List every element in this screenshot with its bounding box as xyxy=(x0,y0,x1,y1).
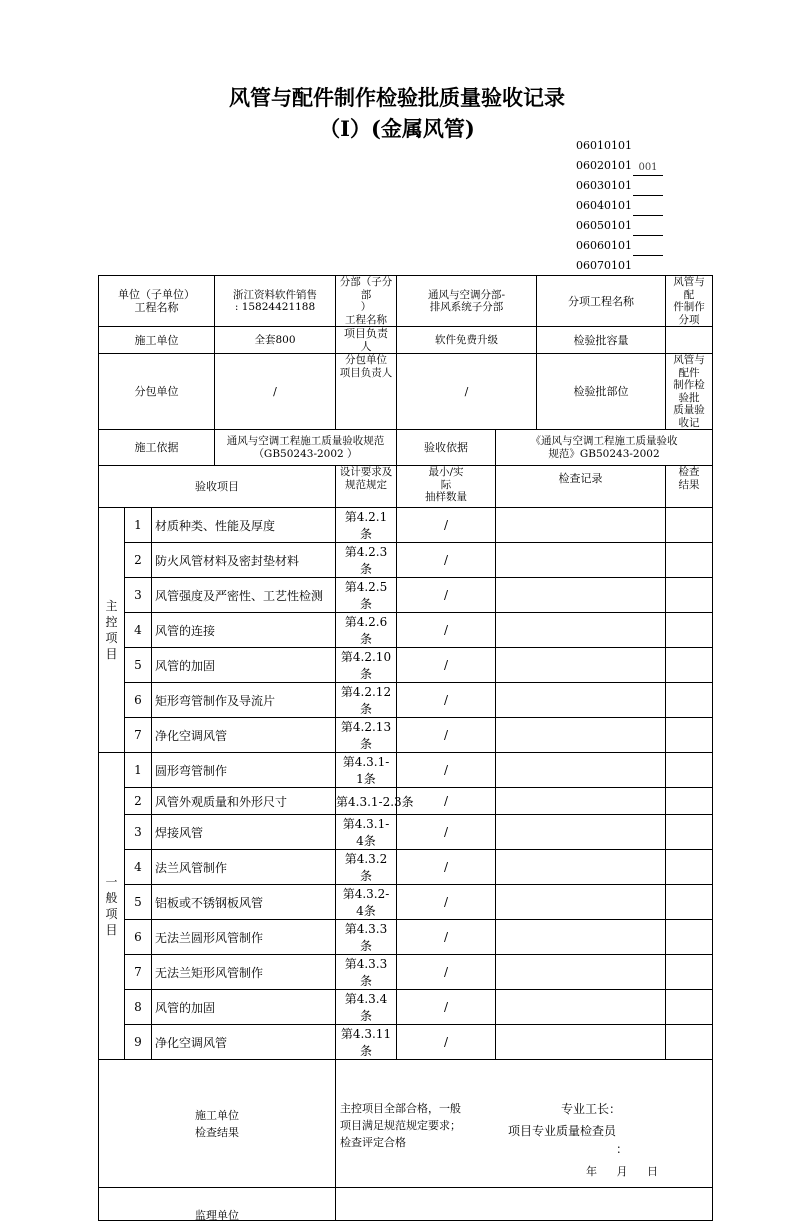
item-record[interactable] xyxy=(496,543,666,578)
supervision-cell xyxy=(336,1188,713,1221)
contractor-value: 全套800 xyxy=(215,327,336,354)
item-spec: 第4.3.4条 xyxy=(336,990,397,1025)
item-result[interactable] xyxy=(666,815,713,850)
document-subtitle: （Ⅰ）(金属风管) xyxy=(319,116,475,141)
item-spec: 第4.2.13条 xyxy=(336,718,397,753)
item-name: 矩形弯管制作及导流片 xyxy=(152,683,336,718)
item-number: 2 xyxy=(125,788,152,815)
capacity-value xyxy=(666,327,713,354)
code-row xyxy=(576,256,663,276)
code-blank xyxy=(633,241,663,256)
item-number: 3 xyxy=(125,578,152,613)
item-result[interactable] xyxy=(666,718,713,753)
code-number: 06030101 xyxy=(576,179,632,192)
item-name: 净化空调风管 xyxy=(152,718,336,753)
item-result[interactable] xyxy=(666,578,713,613)
contractor-conclusion: 主控项目全部合格，一般 项目满足规范规定要求； 检查评定合格 xyxy=(340,1102,461,1149)
item-result[interactable] xyxy=(666,683,713,718)
item-name: 圆形弯管制作 xyxy=(152,753,336,788)
item-sample: / xyxy=(397,753,496,788)
item-result[interactable] xyxy=(666,508,713,543)
item-sample: / xyxy=(397,788,496,815)
item-record[interactable] xyxy=(496,578,666,613)
contractor-check-label: 施工单位 检查结果 xyxy=(99,1060,336,1188)
item-sample: / xyxy=(397,508,496,543)
item-result[interactable] xyxy=(666,648,713,683)
code-blank xyxy=(633,221,663,236)
code-row xyxy=(576,136,663,156)
code-list xyxy=(576,136,663,276)
acceptance-basis-label: 验收依据 xyxy=(397,430,496,466)
item-name: 焊接风管 xyxy=(152,815,336,850)
subcontractor-label: 分包单位 xyxy=(99,354,215,430)
code-number: 06070101 xyxy=(576,259,632,272)
item-spec: 第4.3.2-4条 xyxy=(336,885,397,920)
item-name: 风管外观质量和外形尺寸 xyxy=(152,788,336,815)
unit-value: 浙江资料软件销售 : 15824421188 xyxy=(215,276,336,327)
item-spec: 第4.3.1-1条 xyxy=(336,753,397,788)
item-number: 6 xyxy=(125,683,152,718)
item-result[interactable] xyxy=(666,788,713,815)
item-name: 风管的加固 xyxy=(152,648,336,683)
item-sample: / xyxy=(397,1025,496,1060)
item-name: 风管的连接 xyxy=(152,613,336,648)
acceptance-basis-value: 《通风与空调工程施工质量验收 规范》GB50243-2002 xyxy=(496,430,713,466)
code-row xyxy=(576,176,663,196)
division-value: 通风与空调分部- 排风系统子分部 xyxy=(397,276,537,327)
foreman-label: 专业工长： xyxy=(561,1102,622,1116)
item-name: 无法兰矩形风管制作 xyxy=(152,955,336,990)
item-record[interactable] xyxy=(496,885,666,920)
item-record[interactable] xyxy=(496,815,666,850)
unit-label: 单位（子单位） 工程名称 xyxy=(99,276,215,327)
item-result[interactable] xyxy=(666,955,713,990)
subitem-label: 分项工程名称 xyxy=(537,276,666,327)
item-number: 4 xyxy=(125,850,152,885)
item-name: 风管强度及严密性、工艺性检测 xyxy=(152,578,336,613)
capacity-label: 检验批容量 xyxy=(537,327,666,354)
contractor-label: 施工单位 xyxy=(99,327,215,354)
item-result[interactable] xyxy=(666,613,713,648)
item-sample: / xyxy=(397,955,496,990)
item-sample: / xyxy=(397,648,496,683)
item-record[interactable] xyxy=(496,753,666,788)
code-number: 06010101 xyxy=(576,139,632,152)
code-row xyxy=(576,216,663,236)
item-name: 风管的加固 xyxy=(152,990,336,1025)
date-label: 年 月 日 xyxy=(586,1165,660,1178)
division-label: 分部（子分部 ） 工程名称 xyxy=(336,276,397,327)
item-spec: 第4.3.1-4条 xyxy=(336,815,397,850)
document-title: 风管与配件制作检验批质量验收记录 xyxy=(229,85,565,110)
item-spec: 第4.3.11条 xyxy=(336,1025,397,1060)
item-number: 2 xyxy=(125,543,152,578)
item-number: 6 xyxy=(125,920,152,955)
item-name: 防火风管材料及密封垫材料 xyxy=(152,543,336,578)
item-record[interactable] xyxy=(496,788,666,815)
code-number: 06020101 xyxy=(576,159,632,172)
general-group-label: 一 般 项 目 xyxy=(99,753,125,1060)
item-number: 3 xyxy=(125,815,152,850)
item-sample: / xyxy=(397,718,496,753)
item-sample: / xyxy=(397,920,496,955)
item-sample: / xyxy=(397,683,496,718)
inspection-table xyxy=(98,275,713,1221)
col-item-header: 验收项目 xyxy=(99,466,336,508)
item-spec: 第4.2.1条 xyxy=(336,508,397,543)
item-record[interactable] xyxy=(496,613,666,648)
main-control-group-label: 主 控 项 目 xyxy=(99,508,125,753)
item-record[interactable] xyxy=(496,955,666,990)
item-spec: 第4.2.12条 xyxy=(336,683,397,718)
contractor-check-cell xyxy=(336,1060,713,1188)
code-blank xyxy=(633,201,663,216)
item-sample: / xyxy=(397,815,496,850)
item-result[interactable] xyxy=(666,920,713,955)
item-record[interactable] xyxy=(496,718,666,753)
code-number: 06040101 xyxy=(576,199,632,212)
item-number: 7 xyxy=(125,718,152,753)
item-sample: / xyxy=(397,850,496,885)
col-result-header: 检查 结果 xyxy=(666,466,713,508)
code-row xyxy=(576,196,663,216)
sub-pm-label: 分包单位 项目负责人 xyxy=(336,354,397,430)
quality-inspector-label: 项目专业质量检查员 xyxy=(508,1124,617,1138)
item-spec: 第4.3.3条 xyxy=(336,955,397,990)
item-result[interactable] xyxy=(666,753,713,788)
item-name: 铝板或不锈钢板风管 xyxy=(152,885,336,920)
item-number: 4 xyxy=(125,613,152,648)
item-result[interactable] xyxy=(666,1025,713,1060)
item-result[interactable] xyxy=(666,885,713,920)
code-blank xyxy=(633,181,663,196)
col-record-header: 检查记录 xyxy=(496,466,666,508)
item-record[interactable] xyxy=(496,508,666,543)
item-name: 净化空调风管 xyxy=(152,1025,336,1060)
item-record[interactable] xyxy=(496,1025,666,1060)
item-spec: 第4.3.3条 xyxy=(336,920,397,955)
item-result[interactable] xyxy=(666,543,713,578)
location-value: 风管与配件 制作检验批 质量验收记 xyxy=(666,354,713,430)
item-spec: 第4.2.5条 xyxy=(336,578,397,613)
code-blank xyxy=(633,261,663,276)
item-spec: 第4.2.3条 xyxy=(336,543,397,578)
pm-value: 软件免费升级 xyxy=(397,327,537,354)
subitem-value: 风管与配 件制作分项 xyxy=(666,276,713,327)
item-record[interactable] xyxy=(496,920,666,955)
item-number: 5 xyxy=(125,885,152,920)
item-name: 无法兰圆形风管制作 xyxy=(152,920,336,955)
item-record[interactable] xyxy=(496,850,666,885)
item-name: 法兰风管制作 xyxy=(152,850,336,885)
basis-label: 施工依据 xyxy=(99,430,215,466)
code-row xyxy=(576,236,663,256)
item-sample: / xyxy=(397,990,496,1025)
col-sample-header: 最小/实 际 抽样数量 xyxy=(397,466,496,508)
supervision-label: 监理单位 xyxy=(99,1188,336,1221)
item-number: 1 xyxy=(125,508,152,543)
item-number: 1 xyxy=(125,753,152,788)
code-blank: 001 xyxy=(633,161,663,176)
item-number: 8 xyxy=(125,990,152,1025)
location-label: 检验批部位 xyxy=(537,354,666,430)
sub-pm-value: / xyxy=(397,354,537,430)
quality-inspector-colon: ： xyxy=(616,1142,629,1156)
code-number: 06050101 xyxy=(576,219,632,232)
code-number: 06060101 xyxy=(576,239,632,252)
item-result[interactable] xyxy=(666,850,713,885)
item-spec: 第4.3.1-2.3条 xyxy=(336,788,397,815)
pm-label: 项目负责人 xyxy=(336,327,397,354)
item-sample: / xyxy=(397,578,496,613)
item-spec: 第4.2.10条 xyxy=(336,648,397,683)
item-number: 5 xyxy=(125,648,152,683)
item-record[interactable] xyxy=(496,683,666,718)
item-result[interactable] xyxy=(666,990,713,1025)
item-name: 材质种类、性能及厚度 xyxy=(152,508,336,543)
code-blank xyxy=(633,142,663,156)
item-sample: / xyxy=(397,543,496,578)
subcontractor-value: / xyxy=(215,354,336,430)
item-record[interactable] xyxy=(496,648,666,683)
code-row xyxy=(576,156,663,176)
item-record[interactable] xyxy=(496,990,666,1025)
basis-value: 通风与空调工程施工质量验收规范 （GB50243-2002 ） xyxy=(215,430,397,466)
col-design-header: 设计要求及 规范规定 xyxy=(336,466,397,508)
item-spec: 第4.3.2条 xyxy=(336,850,397,885)
item-number: 7 xyxy=(125,955,152,990)
item-sample: / xyxy=(397,613,496,648)
item-sample: / xyxy=(397,885,496,920)
item-spec: 第4.2.6条 xyxy=(336,613,397,648)
item-number: 9 xyxy=(125,1025,152,1060)
